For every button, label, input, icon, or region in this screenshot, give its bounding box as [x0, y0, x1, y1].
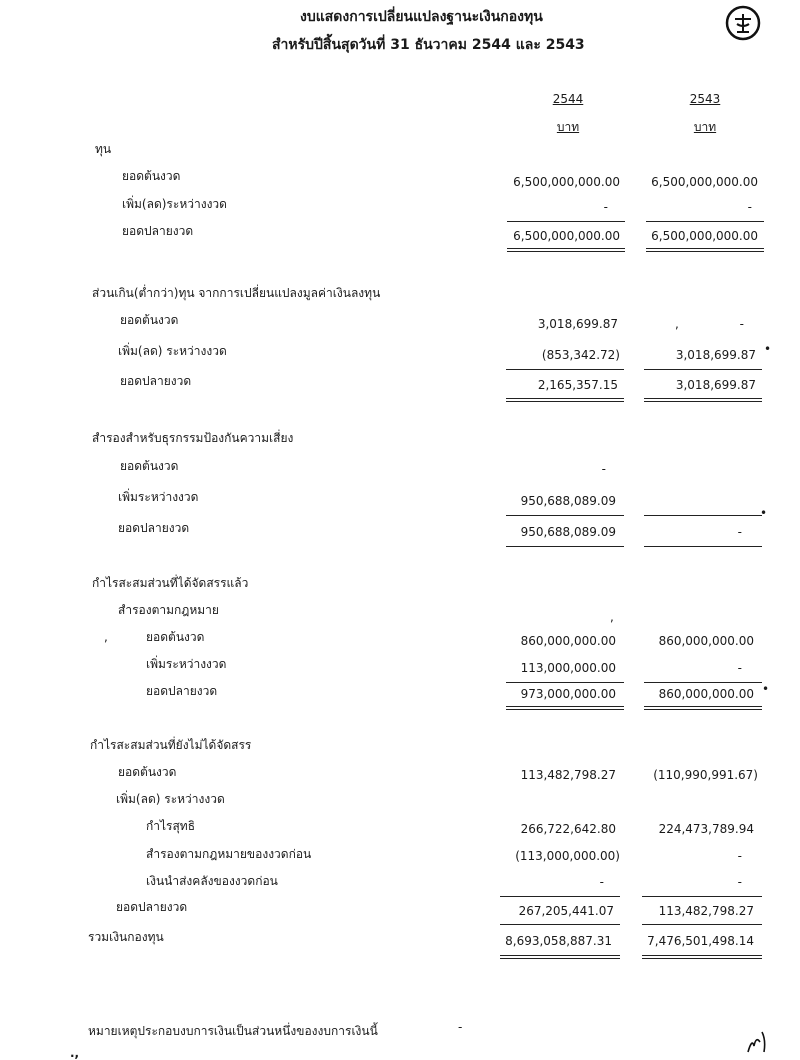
- grand-total-label: รวมเงินกองทุน: [88, 930, 164, 944]
- value-2543: -: [739, 317, 744, 331]
- scan-speck: •: [762, 682, 770, 696]
- value-2544: 973,000,000.00: [520, 687, 616, 701]
- value-2544: (113,000,000.00): [515, 849, 620, 863]
- value-2544: 267,205,441.07: [518, 904, 614, 918]
- total-double-rule: [507, 248, 625, 252]
- value-2543: -: [747, 200, 752, 214]
- row-label: เพิ่ม(ลด) ระหว่างงวด: [118, 344, 227, 358]
- subtotal-rule: [500, 896, 620, 897]
- value-2543: 224,473,789.94: [658, 822, 754, 836]
- total-double-rule: [646, 248, 764, 252]
- value-2543: 6,500,000,000.00: [651, 175, 758, 189]
- value-2543: 6,500,000,000.00: [651, 229, 758, 243]
- scan-speck: ,: [104, 630, 108, 644]
- closing-rule: [644, 546, 762, 547]
- value-2543: -: [737, 849, 742, 863]
- row-label: เพิ่ม(ลด)ระหว่างงวด: [122, 197, 227, 211]
- value-2543: -: [737, 525, 742, 539]
- total-double-rule: [644, 398, 762, 402]
- grand-total-double-rule: [500, 955, 620, 959]
- subtotal-rule: [642, 924, 762, 925]
- emblem-seal-icon: [724, 4, 762, 42]
- value-2543: 3,018,699.87: [675, 348, 756, 362]
- column-header-2544: 2544: [552, 92, 584, 106]
- row-label: เพิ่มระหว่างงวด: [146, 657, 227, 671]
- value-2544: 2,165,357.15: [537, 378, 618, 392]
- scan-speck: ,: [610, 610, 614, 624]
- value-2543: -: [737, 875, 742, 889]
- unit-header-2544: บาท: [556, 120, 580, 134]
- subtotal-rule: [644, 515, 762, 516]
- row-label: ยอดปลายงวด: [118, 521, 190, 535]
- row-label: เงินนำส่งคลังของงวดก่อน: [146, 874, 278, 888]
- row-label: เพิ่มระหว่างงวด: [118, 490, 199, 504]
- document-title: งบแสดงการเปลี่ยนแปลงฐานะเงินกองทุน: [300, 9, 543, 25]
- subtotal-rule: [644, 682, 762, 683]
- value-2543: 860,000,000.00: [658, 687, 754, 701]
- grand-total-2544: 8,693,058,887.31: [505, 934, 612, 948]
- total-double-rule: [644, 706, 762, 710]
- value-2544: -: [599, 875, 604, 889]
- total-double-rule: [506, 398, 624, 402]
- row-label: สำรองตามกฎหมายของงวดก่อน: [146, 847, 312, 861]
- unit-header-2543: บาท: [693, 120, 717, 134]
- subtotal-rule: [646, 221, 764, 222]
- subtotal-rule: [500, 924, 620, 925]
- value-2544: 113,000,000.00: [520, 661, 616, 675]
- value-2544: 6,500,000,000.00: [513, 175, 620, 189]
- value-2544: -: [601, 462, 606, 476]
- value-2544: 860,000,000.00: [520, 634, 616, 648]
- initials-signature-icon: [744, 1028, 774, 1054]
- value-2544: (853,342.72): [541, 348, 620, 362]
- subtotal-rule: [506, 682, 624, 683]
- row-label: ยอดต้นงวด: [120, 459, 179, 473]
- subtotal-rule: [506, 369, 624, 370]
- row-label: กำไรสุทธิ: [146, 819, 196, 833]
- row-label: ยอดปลายงวด: [122, 224, 194, 238]
- column-header-2543: 2543: [689, 92, 721, 106]
- value-2544: -: [603, 200, 608, 214]
- scan-speck: ,: [675, 317, 679, 331]
- scan-speck: -: [458, 1020, 463, 1034]
- grand-total-double-rule: [642, 955, 762, 959]
- value-2544: 113,482,798.27: [520, 768, 616, 782]
- section-heading-hedge-reserve: สำรองสำหรับธุรกรรมป้องกันความเสี่ยง: [92, 431, 294, 445]
- row-label: ยอดปลายงวด: [120, 374, 192, 388]
- subtotal-rule: [506, 515, 624, 516]
- total-double-rule: [506, 706, 624, 710]
- row-label: ยอดปลายงวด: [116, 900, 188, 914]
- value-2543: 113,482,798.27: [658, 904, 754, 918]
- section-heading-appropriated: กำไรสะสมส่วนที่ได้จัดสรรแล้ว: [92, 576, 249, 590]
- subsection-heading-legal-reserve: สำรองตามกฎหมาย: [118, 603, 219, 617]
- section-heading-capital: ทุน: [95, 142, 112, 156]
- row-label-change: เพิ่ม(ลด) ระหว่างงวด: [116, 792, 225, 806]
- value-2544: 3,018,699.87: [537, 317, 618, 331]
- subtotal-rule: [642, 896, 762, 897]
- value-2543: -: [737, 661, 742, 675]
- scan-speck: •: [764, 342, 772, 356]
- value-2543: 3,018,699.87: [675, 378, 756, 392]
- row-label: ยอดปลายงวด: [146, 684, 218, 698]
- value-2544: 950,688,089.09: [520, 525, 616, 539]
- grand-total-2543: 7,476,501,498.14: [647, 934, 754, 948]
- row-label: ยอดต้นงวด: [146, 630, 205, 644]
- section-heading-revaluation: ส่วนเกิน(ต่ำกว่า)ทุน จากการเปลี่ยนแปลงมูลค่าเงินลงทุน: [92, 286, 381, 300]
- subtotal-rule: [644, 369, 762, 370]
- value-2544: 266,722,642.80: [520, 822, 616, 836]
- value-2544: 6,500,000,000.00: [513, 229, 620, 243]
- closing-rule: [506, 546, 624, 547]
- scan-speck: .,: [70, 1046, 80, 1060]
- scan-speck: •: [760, 506, 768, 520]
- section-heading-unappropriated: กำไรสะสมส่วนที่ยังไม่ได้จัดสรร: [90, 738, 252, 752]
- value-2544: 950,688,089.09: [520, 494, 616, 508]
- row-label: ยอดต้นงวด: [118, 765, 177, 779]
- document-subtitle: สำหรับปีสิ้นสุดวันที่ 31 ธันวาคม 2544 และ 2543: [272, 37, 585, 53]
- value-2543: (110,990,991.67): [653, 768, 758, 782]
- footer-note: หมายเหตุประกอบงบการเงินเป็นส่วนหนึ่งของงบการเงินนี้: [88, 1024, 378, 1038]
- row-label: ยอดต้นงวด: [120, 313, 179, 327]
- subtotal-rule: [507, 221, 625, 222]
- row-label: ยอดต้นงวด: [122, 169, 181, 183]
- value-2543: 860,000,000.00: [658, 634, 754, 648]
